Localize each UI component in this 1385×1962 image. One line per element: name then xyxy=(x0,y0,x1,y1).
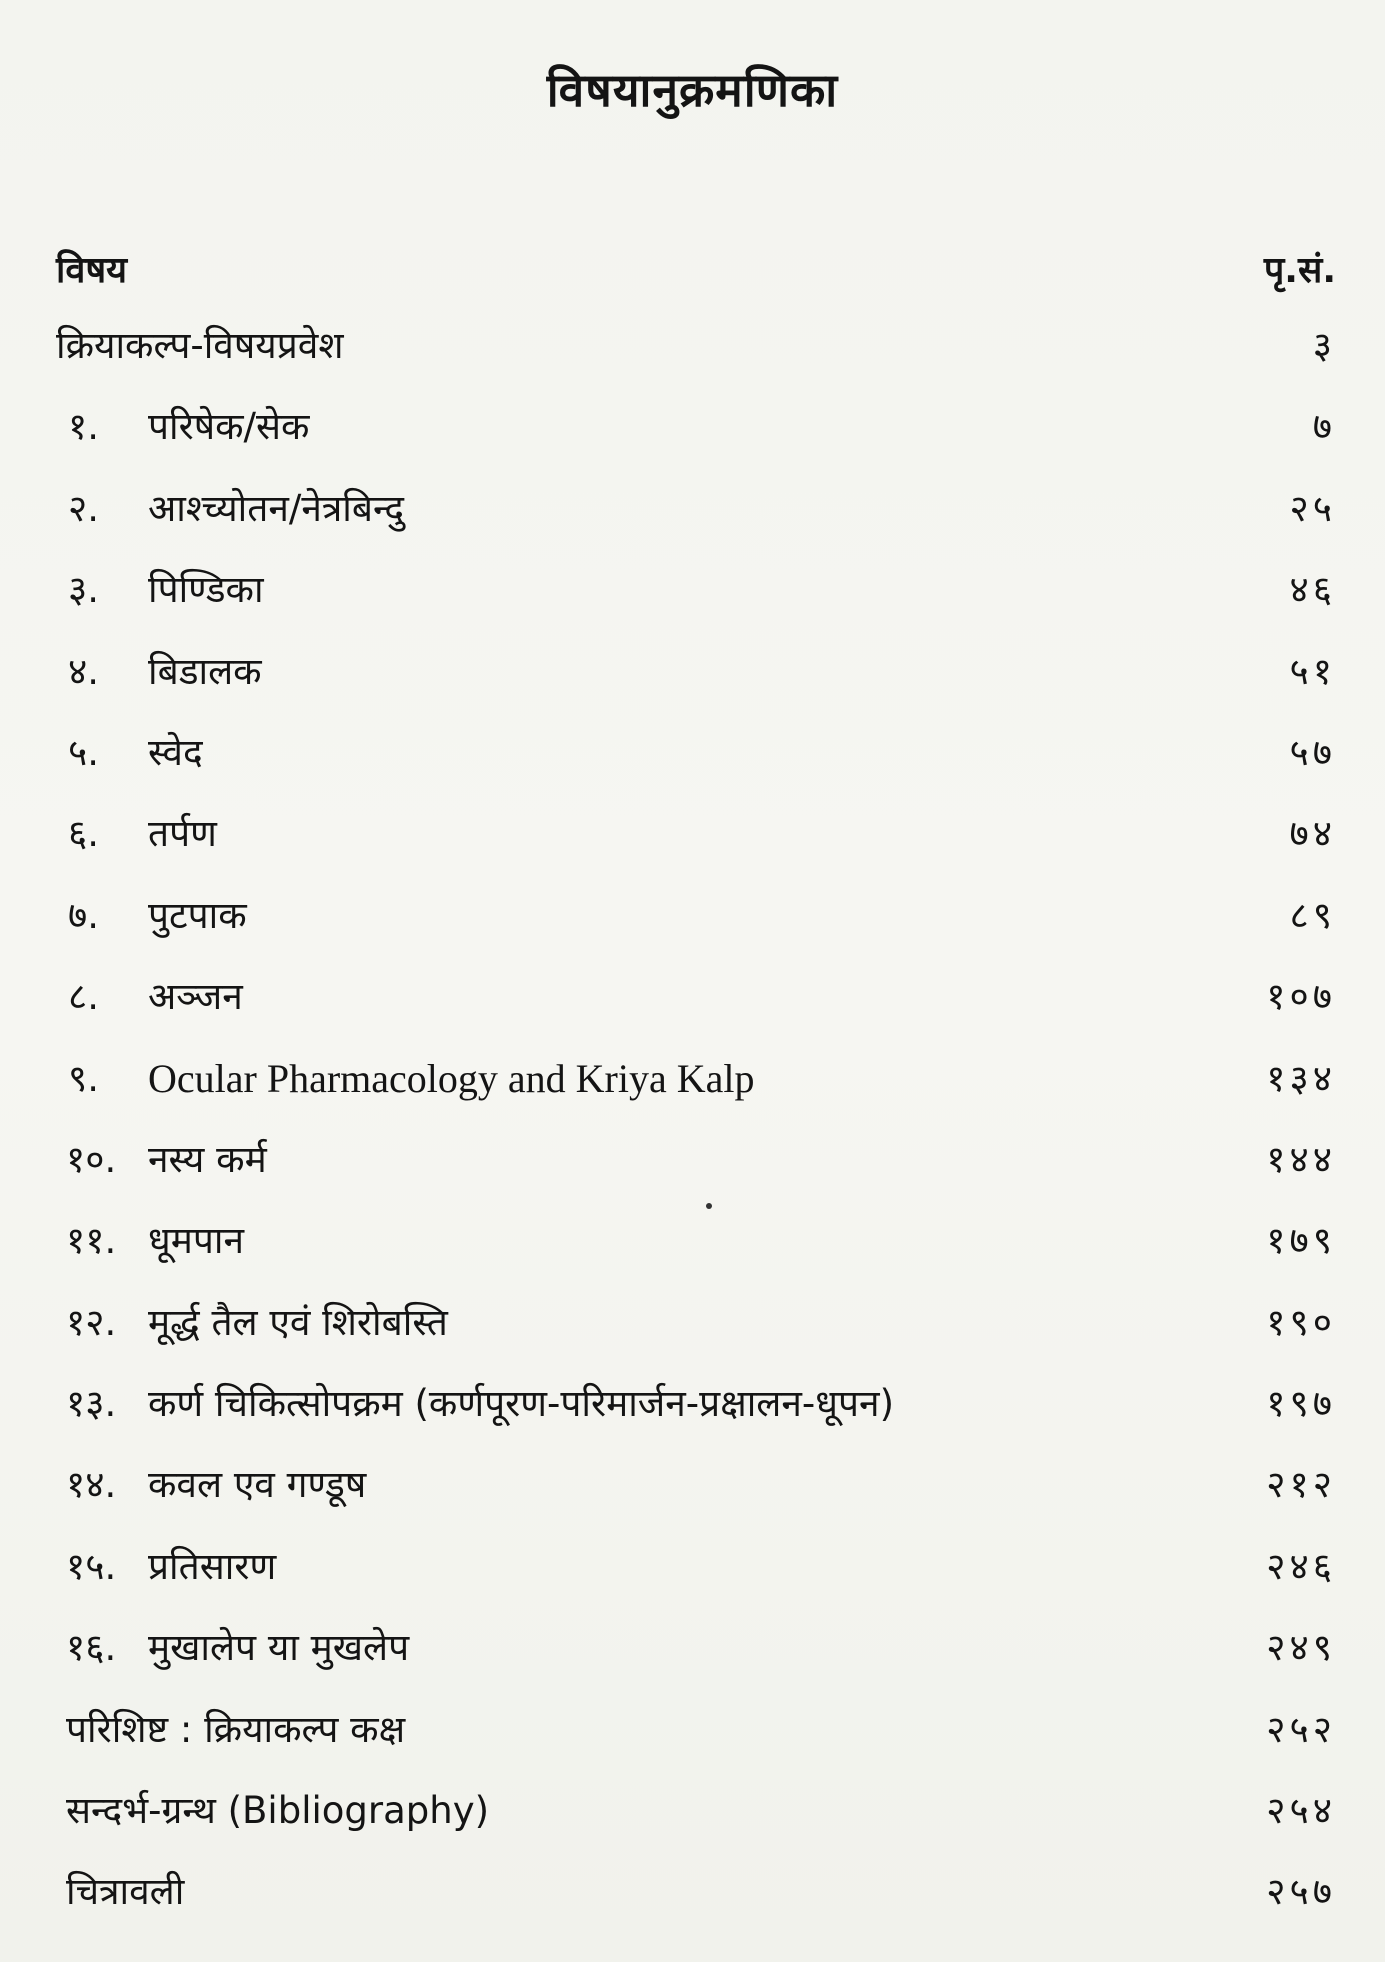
toc-entry xyxy=(56,725,1336,806)
toc-entry xyxy=(56,806,1336,887)
toc-entry xyxy=(56,969,1336,1050)
entry-number: ८. xyxy=(68,975,100,1019)
entry-page-number: १०७ xyxy=(1266,975,1336,1019)
entry-title: परिषेक/सेक xyxy=(148,405,310,449)
entry-title: पुटपाक xyxy=(148,893,247,937)
entry-page-number: ३ xyxy=(1312,324,1336,367)
entry-number: ३. xyxy=(68,568,100,612)
toc-entry xyxy=(56,562,1336,643)
entry-number: ५. xyxy=(68,730,100,774)
entry-title: चित्रावली xyxy=(66,1870,185,1914)
entry-page-number: ५७ xyxy=(1289,730,1336,774)
entry-page-number: १४४ xyxy=(1266,1137,1336,1181)
entry-page-number: २५ xyxy=(1289,486,1336,530)
entry-title: मूर्द्ध तैल एवं शिरोबस्ति xyxy=(148,1300,448,1344)
entry-title: परिशिष्ट : क्रियाकल्प कक्ष xyxy=(66,1707,406,1751)
entry-title: Ocular Pharmacology and Kriya Kalp xyxy=(148,1055,755,1101)
entry-number: १३. xyxy=(66,1382,117,1426)
entry-page-number: १३४ xyxy=(1266,1056,1336,1100)
entry-number: २. xyxy=(68,486,100,530)
entry-number: १०. xyxy=(66,1137,117,1181)
entry-number: १५. xyxy=(66,1544,117,1588)
toc-entry xyxy=(56,1376,1336,1457)
toc-entry-illustrations xyxy=(56,1864,1336,1945)
toc-entry xyxy=(56,1132,1336,1213)
toc-entry xyxy=(56,1620,1336,1701)
entry-page-number: १७९ xyxy=(1266,1219,1336,1263)
entry-number: ७. xyxy=(68,893,100,937)
toc-entry xyxy=(56,1457,1336,1538)
entry-page-number: १९० xyxy=(1266,1300,1336,1344)
entry-title: क्रियाकल्प-विषयप्रवेश xyxy=(56,324,344,367)
entry-title: स्वेद xyxy=(148,730,203,774)
entry-number: ६. xyxy=(68,812,100,856)
toc-entry xyxy=(56,481,1336,562)
entry-title: धूमपान xyxy=(148,1219,245,1263)
entry-number: १२. xyxy=(66,1300,117,1344)
entry-number: १६. xyxy=(66,1626,117,1670)
entry-page-number: १९७ xyxy=(1266,1382,1336,1426)
entry-title: कवल एव गण्डूष xyxy=(148,1463,367,1507)
entry-number: ४. xyxy=(68,649,100,693)
entry-page-number: ४६ xyxy=(1289,568,1336,612)
toc-entry xyxy=(56,644,1336,725)
entry-number: ९. xyxy=(68,1056,100,1100)
entry-title: सन्दर्भ-ग्रन्थ (Bibliography) xyxy=(66,1789,490,1833)
entry-title: अञ्जन xyxy=(148,975,243,1019)
entry-page-number: २४६ xyxy=(1266,1544,1336,1588)
entry-page-number: २४९ xyxy=(1266,1626,1336,1670)
toc-entry-intro xyxy=(56,318,1336,399)
page-column-header: पृ.सं. xyxy=(1263,250,1336,291)
toc-entry xyxy=(56,1213,1336,1294)
entry-page-number: ५१ xyxy=(1289,649,1336,693)
entry-title: बिडालक xyxy=(148,649,262,693)
entry-page-number: २५७ xyxy=(1266,1870,1336,1914)
toc-entry-bibliography xyxy=(56,1783,1336,1864)
entry-page-number: ८९ xyxy=(1289,893,1336,937)
entry-title: आश्च्योतन/नेत्रबिन्दु xyxy=(148,486,405,530)
toc-entry-appendix xyxy=(56,1702,1336,1783)
entry-title: मुखालेप या मुखलेप xyxy=(148,1626,410,1670)
toc-entry xyxy=(56,399,1336,480)
entry-title: प्रतिसारण xyxy=(148,1544,277,1588)
page-title: विषयानुक्रमणिका xyxy=(546,63,839,117)
entry-title: कर्ण चिकित्सोपक्रम (कर्णपूरण-परिमार्जन-प्रक्षालन-धूपन) xyxy=(148,1382,895,1426)
entry-page-number: ७४ xyxy=(1289,812,1336,856)
entry-page-number: २५२ xyxy=(1266,1707,1336,1751)
subject-column-header: विषय xyxy=(56,250,128,291)
entry-title: पिण्डिका xyxy=(148,568,264,612)
entry-page-number: ७ xyxy=(1312,405,1336,449)
toc-header xyxy=(56,244,1336,300)
entry-title: तर्पण xyxy=(148,812,217,856)
entry-page-number: २५४ xyxy=(1266,1789,1336,1833)
table-of-contents xyxy=(56,318,1336,1946)
entry-number: १. xyxy=(68,405,100,449)
toc-entry xyxy=(56,1539,1336,1620)
entry-number: ११. xyxy=(66,1219,117,1263)
entry-page-number: २१२ xyxy=(1266,1463,1336,1507)
entry-title: नस्य कर्म xyxy=(148,1137,267,1181)
entry-number: १४. xyxy=(66,1463,117,1507)
toc-entry xyxy=(56,888,1336,969)
toc-entry xyxy=(56,1051,1336,1132)
toc-entry xyxy=(56,1295,1336,1376)
